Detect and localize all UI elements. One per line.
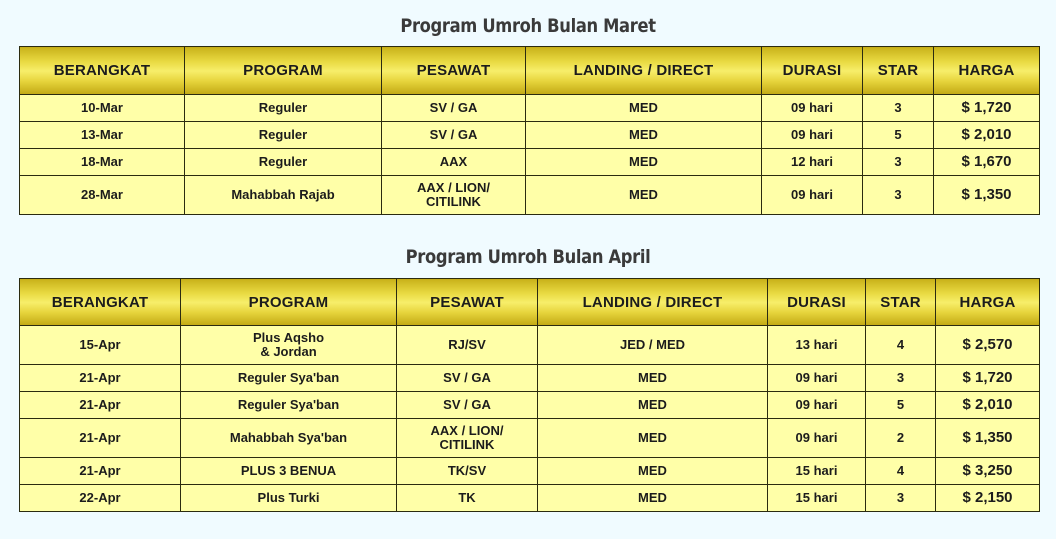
header-durasi: DURASI: [768, 279, 866, 326]
cell-durasi: 09 hari: [762, 176, 863, 215]
cell-harga: $ 1,670: [934, 149, 1040, 176]
header-durasi: DURASI: [762, 47, 863, 95]
cell-durasi: 09 hari: [762, 122, 863, 149]
cell-star: 2: [866, 419, 936, 458]
cell-harga: $ 1,350: [936, 419, 1040, 458]
cell-pesawat-text: AAX / LION/ CITILINK: [417, 180, 490, 209]
cell-landing: MED: [526, 122, 762, 149]
cell-durasi: 15 hari: [768, 485, 866, 512]
cell-durasi: 13 hari: [768, 326, 866, 365]
cell-star: 5: [866, 392, 936, 419]
cell-harga: $ 3,250: [936, 458, 1040, 485]
cell-pesawat-text: AAX / LION/ CITILINK: [430, 423, 504, 452]
table-row: [20, 458, 1040, 485]
header-landing-direct: LANDING / DIRECT: [538, 279, 768, 326]
cell-harga: $ 1,350: [934, 176, 1040, 215]
cell-landing: JED / MED: [538, 326, 768, 365]
table-row: [20, 95, 1040, 122]
cell-star: 3: [863, 95, 934, 122]
cell-harga: $ 2,150: [936, 485, 1040, 512]
cell-berangkat: 28-Mar: [20, 176, 185, 215]
section-title-april: Program Umroh Bulan April: [405, 246, 651, 268]
schedule-table-maret: [19, 46, 1040, 215]
table-row: [20, 122, 1040, 149]
cell-pesawat: TK: [397, 485, 538, 512]
header-harga: HARGA: [934, 47, 1040, 95]
cell-pesawat: AAX: [382, 149, 526, 176]
header-landing-direct: LANDING / DIRECT: [526, 47, 762, 95]
cell-landing: MED: [538, 485, 768, 512]
cell-program: Reguler: [185, 149, 382, 176]
cell-program: Reguler Sya'ban: [181, 365, 397, 392]
table-row: [20, 365, 1040, 392]
header-star: STAR: [863, 47, 934, 95]
cell-berangkat: 15-Apr: [20, 326, 181, 365]
table-row: [20, 392, 1040, 419]
cell-program-text: Plus Aqsho & Jordan: [252, 330, 325, 359]
cell-durasi: 12 hari: [762, 149, 863, 176]
cell-star: 3: [866, 485, 936, 512]
table-row: [20, 149, 1040, 176]
cell-durasi: 09 hari: [768, 419, 866, 458]
cell-program: Mahabbah Sya'ban: [181, 419, 397, 458]
cell-landing: MED: [538, 392, 768, 419]
cell-berangkat: 18-Mar: [20, 149, 185, 176]
table-header-row: [20, 47, 1040, 95]
cell-pesawat: [382, 176, 526, 215]
cell-berangkat: 10-Mar: [20, 95, 185, 122]
cell-landing: MED: [538, 419, 768, 458]
header-program: PROGRAM: [185, 47, 382, 95]
cell-landing: MED: [526, 176, 762, 215]
cell-landing: MED: [538, 365, 768, 392]
cell-berangkat: 21-Apr: [20, 458, 181, 485]
header-pesawat: PESAWAT: [397, 279, 538, 326]
table-header-row: [20, 279, 1040, 326]
header-star: STAR: [866, 279, 936, 326]
header-berangkat: BERANGKAT: [20, 47, 185, 95]
cell-durasi: 15 hari: [768, 458, 866, 485]
cell-harga: $ 1,720: [934, 95, 1040, 122]
cell-pesawat: SV / GA: [397, 365, 538, 392]
cell-star: 5: [863, 122, 934, 149]
cell-program: Plus Turki: [181, 485, 397, 512]
cell-star: 3: [866, 365, 936, 392]
cell-program: [181, 326, 397, 365]
cell-star: 3: [863, 176, 934, 215]
cell-harga: $ 2,010: [934, 122, 1040, 149]
cell-landing: MED: [526, 149, 762, 176]
table-row: [20, 485, 1040, 512]
header-berangkat: BERANGKAT: [20, 279, 181, 326]
cell-star: 4: [866, 326, 936, 365]
cell-pesawat: SV / GA: [382, 95, 526, 122]
cell-durasi: 09 hari: [768, 365, 866, 392]
cell-harga: $ 1,720: [936, 365, 1040, 392]
cell-pesawat: SV / GA: [382, 122, 526, 149]
table-row: [20, 176, 1040, 215]
cell-program: Reguler: [185, 122, 382, 149]
cell-program: Reguler Sya'ban: [181, 392, 397, 419]
cell-program: PLUS 3 BENUA: [181, 458, 397, 485]
cell-star: 4: [866, 458, 936, 485]
cell-berangkat: 21-Apr: [20, 392, 181, 419]
header-pesawat: PESAWAT: [382, 47, 526, 95]
cell-star: 3: [863, 149, 934, 176]
cell-landing: MED: [526, 95, 762, 122]
cell-berangkat: 13-Mar: [20, 122, 185, 149]
header-harga: HARGA: [936, 279, 1040, 326]
cell-berangkat: 22-Apr: [20, 485, 181, 512]
section-title-maret: Program Umroh Bulan Maret: [400, 15, 656, 37]
cell-harga: $ 2,570: [936, 326, 1040, 365]
cell-durasi: 09 hari: [762, 95, 863, 122]
cell-pesawat: TK/SV: [397, 458, 538, 485]
cell-harga: $ 2,010: [936, 392, 1040, 419]
cell-program: Mahabbah Rajab: [185, 176, 382, 215]
table-row: [20, 419, 1040, 458]
cell-landing: MED: [538, 458, 768, 485]
schedule-table-april: [19, 278, 1040, 512]
cell-pesawat: [397, 419, 538, 458]
cell-pesawat: RJ/SV: [397, 326, 538, 365]
cell-pesawat: SV / GA: [397, 392, 538, 419]
table-row: [20, 326, 1040, 365]
cell-durasi: 09 hari: [768, 392, 866, 419]
header-program: PROGRAM: [181, 279, 397, 326]
cell-program: Reguler: [185, 95, 382, 122]
cell-berangkat: 21-Apr: [20, 419, 181, 458]
cell-berangkat: 21-Apr: [20, 365, 181, 392]
